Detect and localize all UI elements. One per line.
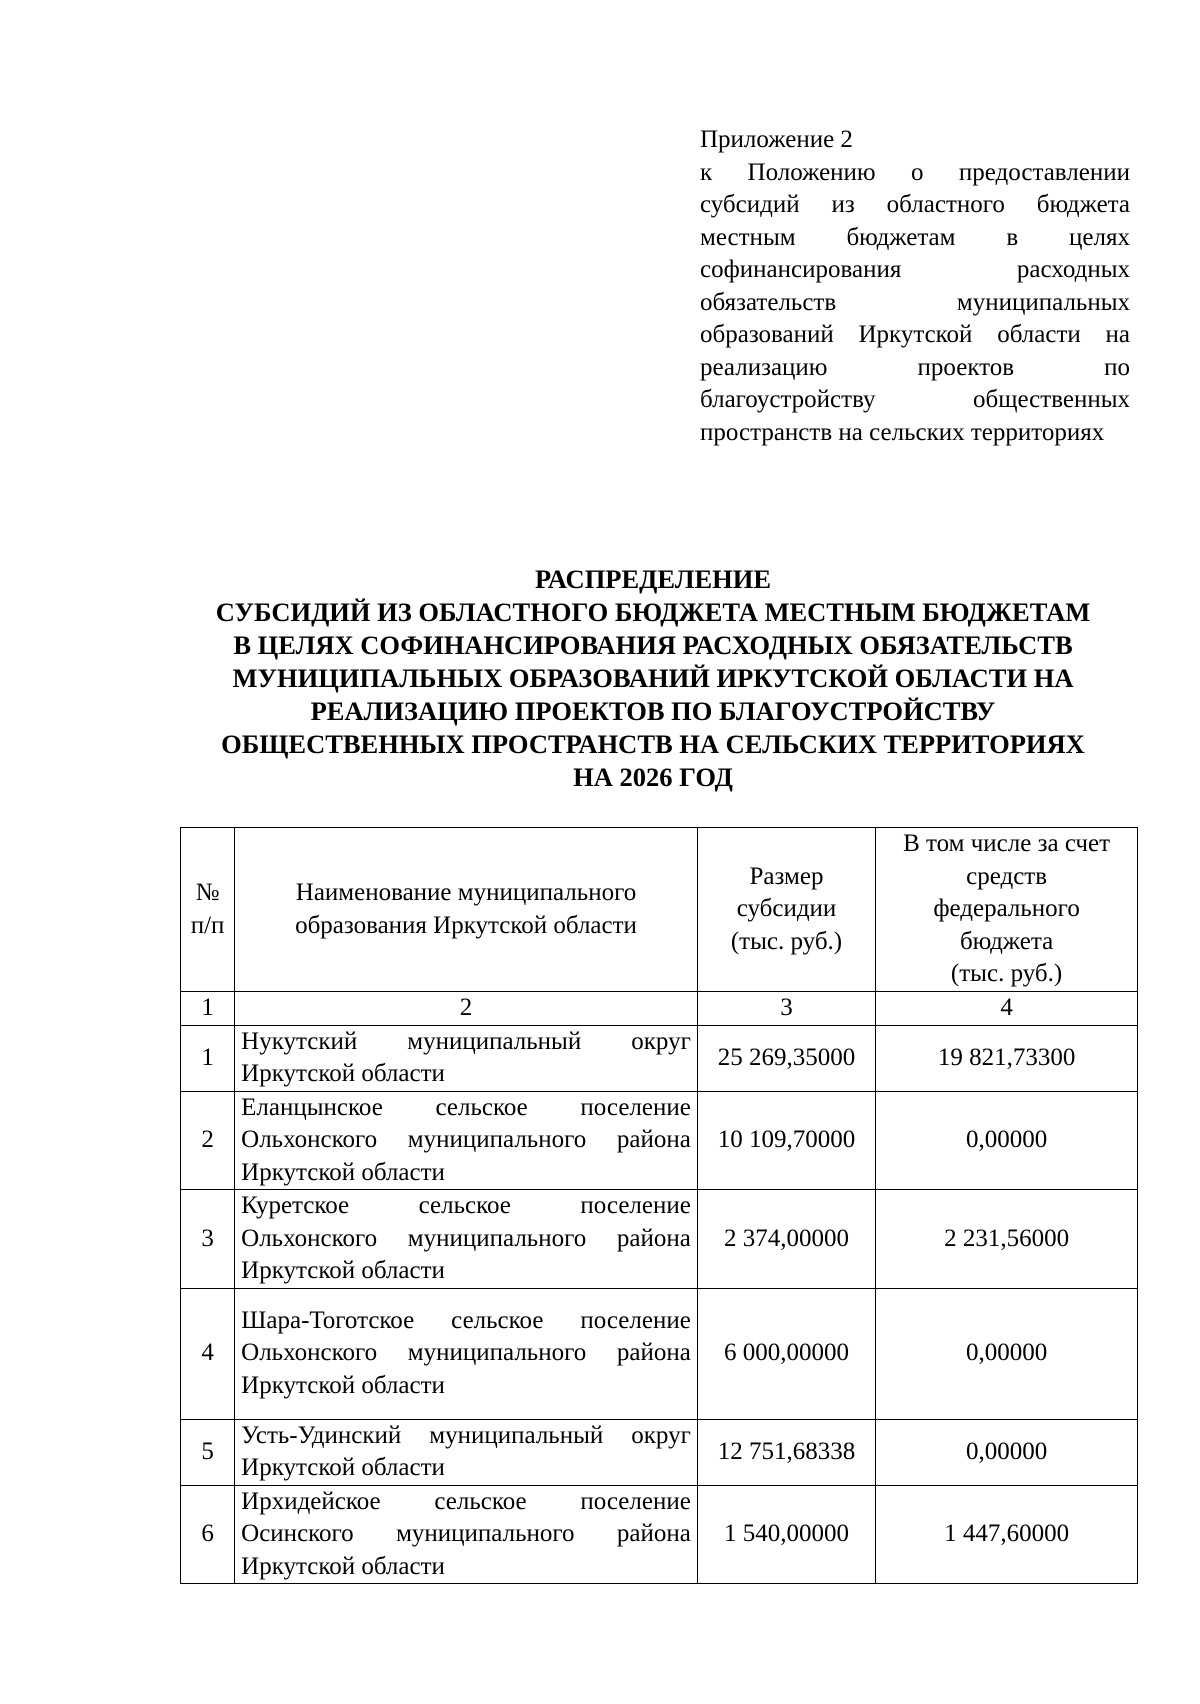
appendix-text: к Положению о предоставлении субсидий из областного бюджета местным бюджетам в целях софинансирования расходных обязательств муниципальных образований Иркутской области на реализацию проектов по благоустройству общественных пространств на сельских территориях: [700, 158, 1130, 446]
row-num: 2: [181, 1091, 235, 1190]
row-num: 3: [181, 1190, 235, 1289]
header-subsidy: Размер субсидии (тыс. руб.): [697, 828, 875, 992]
heading-line: СУБСИДИЙ ИЗ ОБЛАСТНОГО БЮДЖЕТА МЕСТНЫМ БЮДЖЕТАМ: [215, 597, 1091, 627]
column-number: 1: [181, 992, 235, 1026]
row-subsidy: 10 109,70000: [697, 1091, 875, 1190]
column-number-row: [181, 992, 1138, 1026]
row-name: Нукутский муниципальный округ Иркутской области: [235, 1025, 698, 1091]
table-row: [181, 1485, 1138, 1584]
row-name: Еланцынское сельское поселение Ольхонского муниципального района Иркутской области: [235, 1091, 698, 1190]
row-subsidy: 12 751,68338: [697, 1419, 875, 1485]
table-header-row: [181, 828, 1138, 992]
heading-line: РЕАЛИЗАЦИЮ ПРОЕКТОВ ПО БЛАГОУСТРОЙСТВУ: [310, 696, 996, 726]
appendix-title: Приложение 2: [700, 126, 853, 153]
column-number: 3: [697, 992, 875, 1026]
table-row: [181, 1190, 1138, 1289]
row-federal: 0,00000: [876, 1288, 1138, 1419]
header-num: № п/п: [181, 828, 235, 992]
row-name: Шара-Тоготское сельское поселение Ольхонского муниципального района Иркутской области: [235, 1288, 698, 1419]
row-num: 4: [181, 1288, 235, 1419]
distribution-table: [180, 827, 1138, 1584]
heading-line: ОБЩЕСТВЕННЫХ ПРОСТРАНСТВ НА СЕЛЬСКИХ ТЕРРИТОРИЯХ: [221, 729, 1085, 759]
column-number: 2: [235, 992, 698, 1026]
row-num: 6: [181, 1485, 235, 1584]
row-federal: 1 447,60000: [876, 1485, 1138, 1584]
table-row: [181, 1419, 1138, 1485]
heading-line: В ЦЕЛЯХ СОФИНАНСИРОВАНИЯ РАСХОДНЫХ ОБЯЗАТЕЛЬСТВ: [233, 630, 1073, 660]
heading-line: МУНИЦИПАЛЬНЫХ ОБРАЗОВАНИЙ ИРКУТСКОЙ ОБЛАСТИ НА: [232, 663, 1074, 693]
row-subsidy: 2 374,00000: [697, 1190, 875, 1289]
row-name: Куретское сельское поселение Ольхонского муниципального района Иркутской области: [235, 1190, 698, 1289]
row-name: Ирхидейское сельское поселение Осинского муниципального района Иркутской области: [235, 1485, 698, 1584]
row-num: 1: [181, 1025, 235, 1091]
header-name: Наименование муниципального образования Иркутской области: [235, 828, 698, 992]
table-row: [181, 1288, 1138, 1419]
heading-line: РАСПРЕДЕЛЕНИЕ: [534, 564, 772, 594]
row-subsidy: 6 000,00000: [697, 1288, 875, 1419]
appendix-block: [700, 124, 1130, 449]
row-num: 5: [181, 1419, 235, 1485]
row-name: Усть-Удинский муниципальный округ Иркутской области: [235, 1419, 698, 1485]
heading-line: НА 2026 ГОД: [573, 762, 733, 792]
row-federal: 2 231,56000: [876, 1190, 1138, 1289]
table-row: [181, 1025, 1138, 1091]
column-number: 4: [876, 992, 1138, 1026]
table-row: [181, 1091, 1138, 1190]
row-federal: 0,00000: [876, 1091, 1138, 1190]
document-heading: [170, 563, 1136, 794]
row-federal: 19 821,73300: [876, 1025, 1138, 1091]
header-federal: В том числе за счет средств федерального бюджета (тыс. руб.): [876, 828, 1138, 992]
row-subsidy: 1 540,00000: [697, 1485, 875, 1584]
row-federal: 0,00000: [876, 1419, 1138, 1485]
row-subsidy: 25 269,35000: [697, 1025, 875, 1091]
